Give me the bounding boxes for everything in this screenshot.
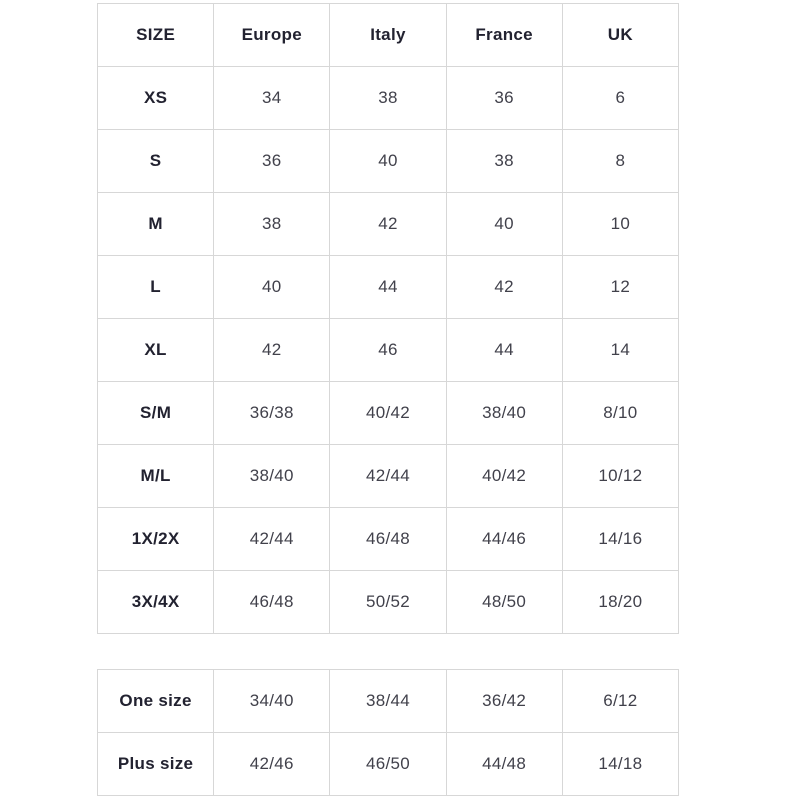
table-cell: 42/46 [214,733,330,796]
table-cell: 44/48 [446,733,562,796]
row-label-m: M [98,193,214,256]
table-cell: 18/20 [562,571,678,634]
column-header-france: France [446,4,562,67]
table-cell: 40/42 [330,382,446,445]
table-row [98,256,679,319]
row-label-3x-4x: 3X/4X [98,571,214,634]
table-row [98,319,679,382]
row-label-s: S [98,130,214,193]
table-cell: 34 [214,67,330,130]
table-cell: 40 [446,193,562,256]
table-row [98,571,679,634]
table-cell: 6/12 [562,670,678,733]
table-row [98,670,679,733]
size-conversion-table [97,3,679,634]
row-label-1x-2x: 1X/2X [98,508,214,571]
table-cell: 44 [330,256,446,319]
row-label-s-m: S/M [98,382,214,445]
table-cell: 50/52 [330,571,446,634]
table-cell: 36 [446,67,562,130]
table-cell: 34/40 [214,670,330,733]
table-cell: 38/40 [214,445,330,508]
table-row [98,382,679,445]
table-cell: 10 [562,193,678,256]
column-header-europe: Europe [214,4,330,67]
table-cell: 40 [214,256,330,319]
table-cell: 36/42 [446,670,562,733]
table-cell: 46/48 [330,508,446,571]
table-cell: 14/16 [562,508,678,571]
table-cell: 38 [214,193,330,256]
table-cell: 40/42 [446,445,562,508]
table-cell: 46 [330,319,446,382]
row-label-m-l: M/L [98,445,214,508]
column-header-size: SIZE [98,4,214,67]
table-cell: 42/44 [214,508,330,571]
table-cell: 8 [562,130,678,193]
table-cell: 46/48 [214,571,330,634]
table-cell: 10/12 [562,445,678,508]
table-cell: 44 [446,319,562,382]
row-label-xs: XS [98,67,214,130]
column-header-italy: Italy [330,4,446,67]
size-chart [97,3,679,796]
table-row [98,130,679,193]
table-cell: 36 [214,130,330,193]
table-cell: 48/50 [446,571,562,634]
table-cell: 42 [214,319,330,382]
table-row [98,67,679,130]
row-label-xl: XL [98,319,214,382]
table-cell: 42 [446,256,562,319]
table-row [98,445,679,508]
table-row [98,733,679,796]
table-row [98,193,679,256]
table-cell: 46/50 [330,733,446,796]
table-cell: 14/18 [562,733,678,796]
row-label-plus-size: Plus size [98,733,214,796]
table-cell: 36/38 [214,382,330,445]
table-cell: 6 [562,67,678,130]
table-cell: 44/46 [446,508,562,571]
table-cell: 14 [562,319,678,382]
column-header-uk: UK [562,4,678,67]
table-cell: 38 [446,130,562,193]
special-sizes-table [97,669,679,796]
table-cell: 38 [330,67,446,130]
table-cell: 12 [562,256,678,319]
table-cell: 40 [330,130,446,193]
table-cell: 38/40 [446,382,562,445]
table-cell: 38/44 [330,670,446,733]
table-cell: 8/10 [562,382,678,445]
table-cell: 42/44 [330,445,446,508]
row-label-l: L [98,256,214,319]
table-row [98,508,679,571]
row-label-one-size: One size [98,670,214,733]
header-row [98,4,679,67]
table-cell: 42 [330,193,446,256]
